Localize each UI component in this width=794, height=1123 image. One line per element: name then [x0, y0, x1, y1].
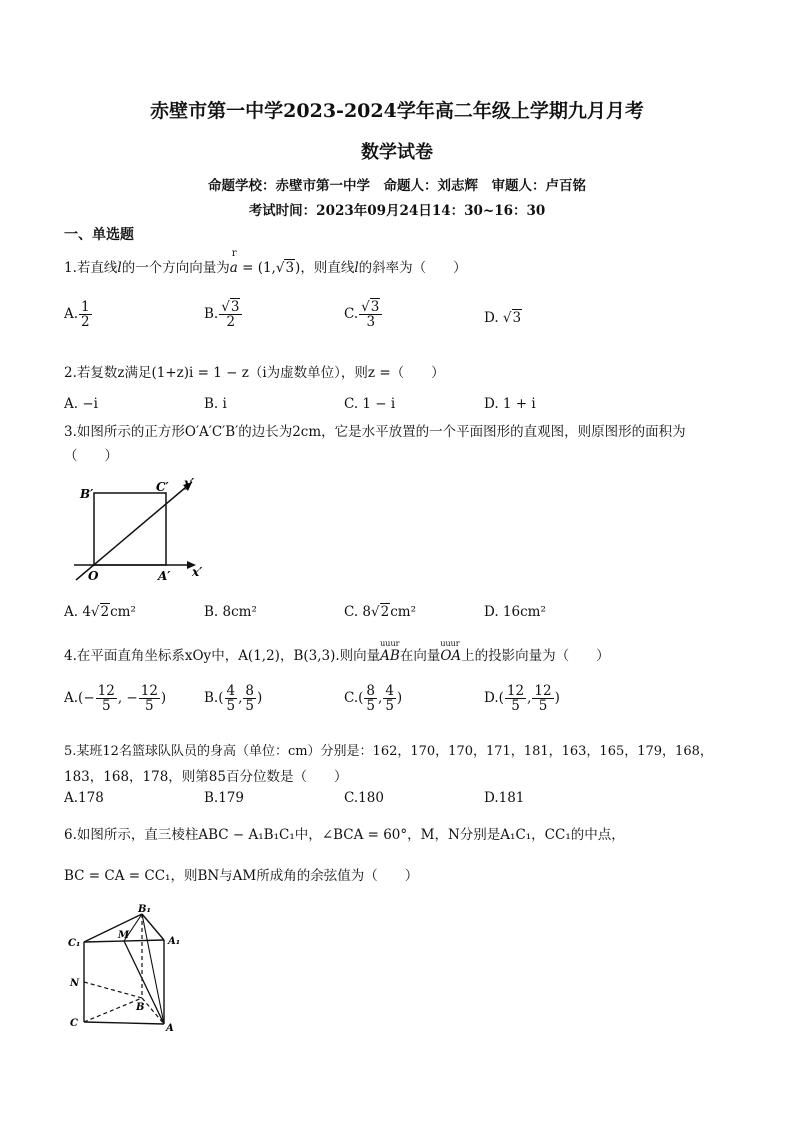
- q5-option-b[interactable]: B.179: [204, 790, 244, 806]
- question-3-line1: 3.如图所示的正方形O′A′C′B′的边长为2cm，它是水平放置的一个平面图形的直观图，则原图形的面积为: [64, 424, 686, 440]
- q6-label-c: C: [70, 1018, 78, 1029]
- q4-vector-ab: uuur AB: [380, 639, 400, 664]
- q3-label-a: A′: [158, 569, 171, 583]
- q2-option-a[interactable]: A. −i: [64, 396, 98, 412]
- q3-option-a[interactable]: A. 4√2cm²: [64, 604, 136, 620]
- question-3-line2: （ ）: [64, 448, 118, 464]
- q6-label-b: B: [136, 1002, 145, 1013]
- q1-text-c: ，则直线: [300, 260, 355, 276]
- q3-label-c: C′: [156, 480, 169, 494]
- q3-figure: [64, 470, 214, 585]
- q1-text-a: 1.若直线: [64, 260, 118, 276]
- q3-label-b: B′: [80, 487, 94, 501]
- q6-label-b1: B₁: [138, 904, 151, 915]
- q3-option-c[interactable]: C. 8√2cm²: [344, 604, 417, 620]
- q2-option-c[interactable]: C. 1 − i: [344, 396, 396, 412]
- q5-option-d[interactable]: D.181: [484, 790, 525, 806]
- q2-option-d[interactable]: D. 1 + i: [484, 396, 536, 412]
- exam-info-line: 命题学校：赤壁市第一中学 命题人：刘志辉 审题人：卢百铭: [208, 178, 586, 194]
- q1-text-b: 的一个方向向量为: [121, 260, 230, 276]
- q6-label-a1: A₁: [168, 936, 181, 947]
- q1-vector-mark: r: [231, 248, 237, 259]
- q1-option-d[interactable]: D. √3: [484, 310, 522, 326]
- q1-option-c[interactable]: C. $\frac{√3}{3}$: [344, 300, 383, 329]
- q6-label-n: N: [70, 978, 80, 989]
- q6-figure: [64, 900, 194, 1035]
- q4-option-c[interactable]: C.( $\frac{8}{5}$ , $\frac{4}{5}$ ): [344, 683, 403, 715]
- q3-label-y: y′: [184, 476, 195, 490]
- question-6-line2: BC = CA = CC₁，则BN与AM所成角的余弦值为（ ）: [64, 868, 419, 884]
- q3-square: [94, 493, 166, 565]
- q3-option-d[interactable]: D. 16cm²: [484, 604, 546, 620]
- q3-option-b[interactable]: B. 8cm²: [204, 604, 257, 620]
- q6-label-c1: C₁: [68, 938, 81, 949]
- exam-subtitle: 数学试卷: [361, 142, 433, 163]
- q1-vector-value: (1,√3): [257, 260, 301, 276]
- q6-label-a: A: [166, 1023, 174, 1034]
- q1-option-a[interactable]: A. $\frac{1}{2}$: [64, 299, 90, 331]
- question-1: 1.若直线l的一个方向向量为 r a = (1,√3)，则直线l的斜率为（ ）: [64, 248, 467, 276]
- question-6-line1: 6.如图所示，直三棱柱ABC − A₁B₁C₁中，∠BCA = 60°，M，N分别是A₁C₁，CC₁的中点，: [64, 827, 625, 843]
- q5-option-a[interactable]: A.178: [64, 790, 104, 806]
- q4-option-b[interactable]: B.( $\frac{4}{5}$ , $\frac{8}{5}$ ): [204, 683, 263, 715]
- q3-label-o: O: [88, 569, 99, 583]
- q1-option-b[interactable]: B. $\frac{√3}{2}$: [204, 300, 243, 329]
- q3-label-x: x′: [192, 565, 203, 579]
- question-4: 4.在平面直角坐标系xOy中，A(1,2)，B(3,3).则向量 uuur AB在向量 uuur OA上的投影向量为（ ）: [64, 639, 610, 664]
- q4-option-a[interactable]: A.(− $\frac{12}{5}$ , − $\frac{12}{5}$ ): [64, 683, 167, 715]
- section-title: 一、单选题: [64, 227, 134, 243]
- q1-line-symbol-2: l: [354, 260, 359, 276]
- q1-vector-a: r a: [229, 248, 238, 276]
- question-2: 2.若复数z满足(1+z)i = 1 − z（i为虚数单位），则z =（ ）: [64, 365, 445, 381]
- exam-time-line: 考试时间：2023年09月24日14：30~16：30: [248, 203, 546, 219]
- q4-vector-oa: uuur OA: [440, 639, 462, 664]
- question-5-line1: 5.某班12名篮球队队员的身高（单位：cm）分别是：162，170，170，171，181，163，165，179，168，: [64, 744, 713, 759]
- q1-text-d: 的斜率为（ ）: [358, 260, 467, 276]
- q6-label-m: M: [118, 930, 130, 941]
- q5-option-c[interactable]: C.180: [344, 790, 384, 806]
- q1-line-symbol: l: [117, 260, 122, 276]
- question-5-line2: 183，168，178，则第85百分位数是（ ）: [64, 769, 348, 785]
- q2-option-b[interactable]: B. i: [204, 396, 227, 412]
- exam-title: 赤壁市第一中学2023-2024学年高二年级上学期九月月考: [150, 100, 644, 122]
- q4-option-d[interactable]: D.( $\frac{12}{5}$ , $\frac{12}{5}$ ): [484, 683, 560, 715]
